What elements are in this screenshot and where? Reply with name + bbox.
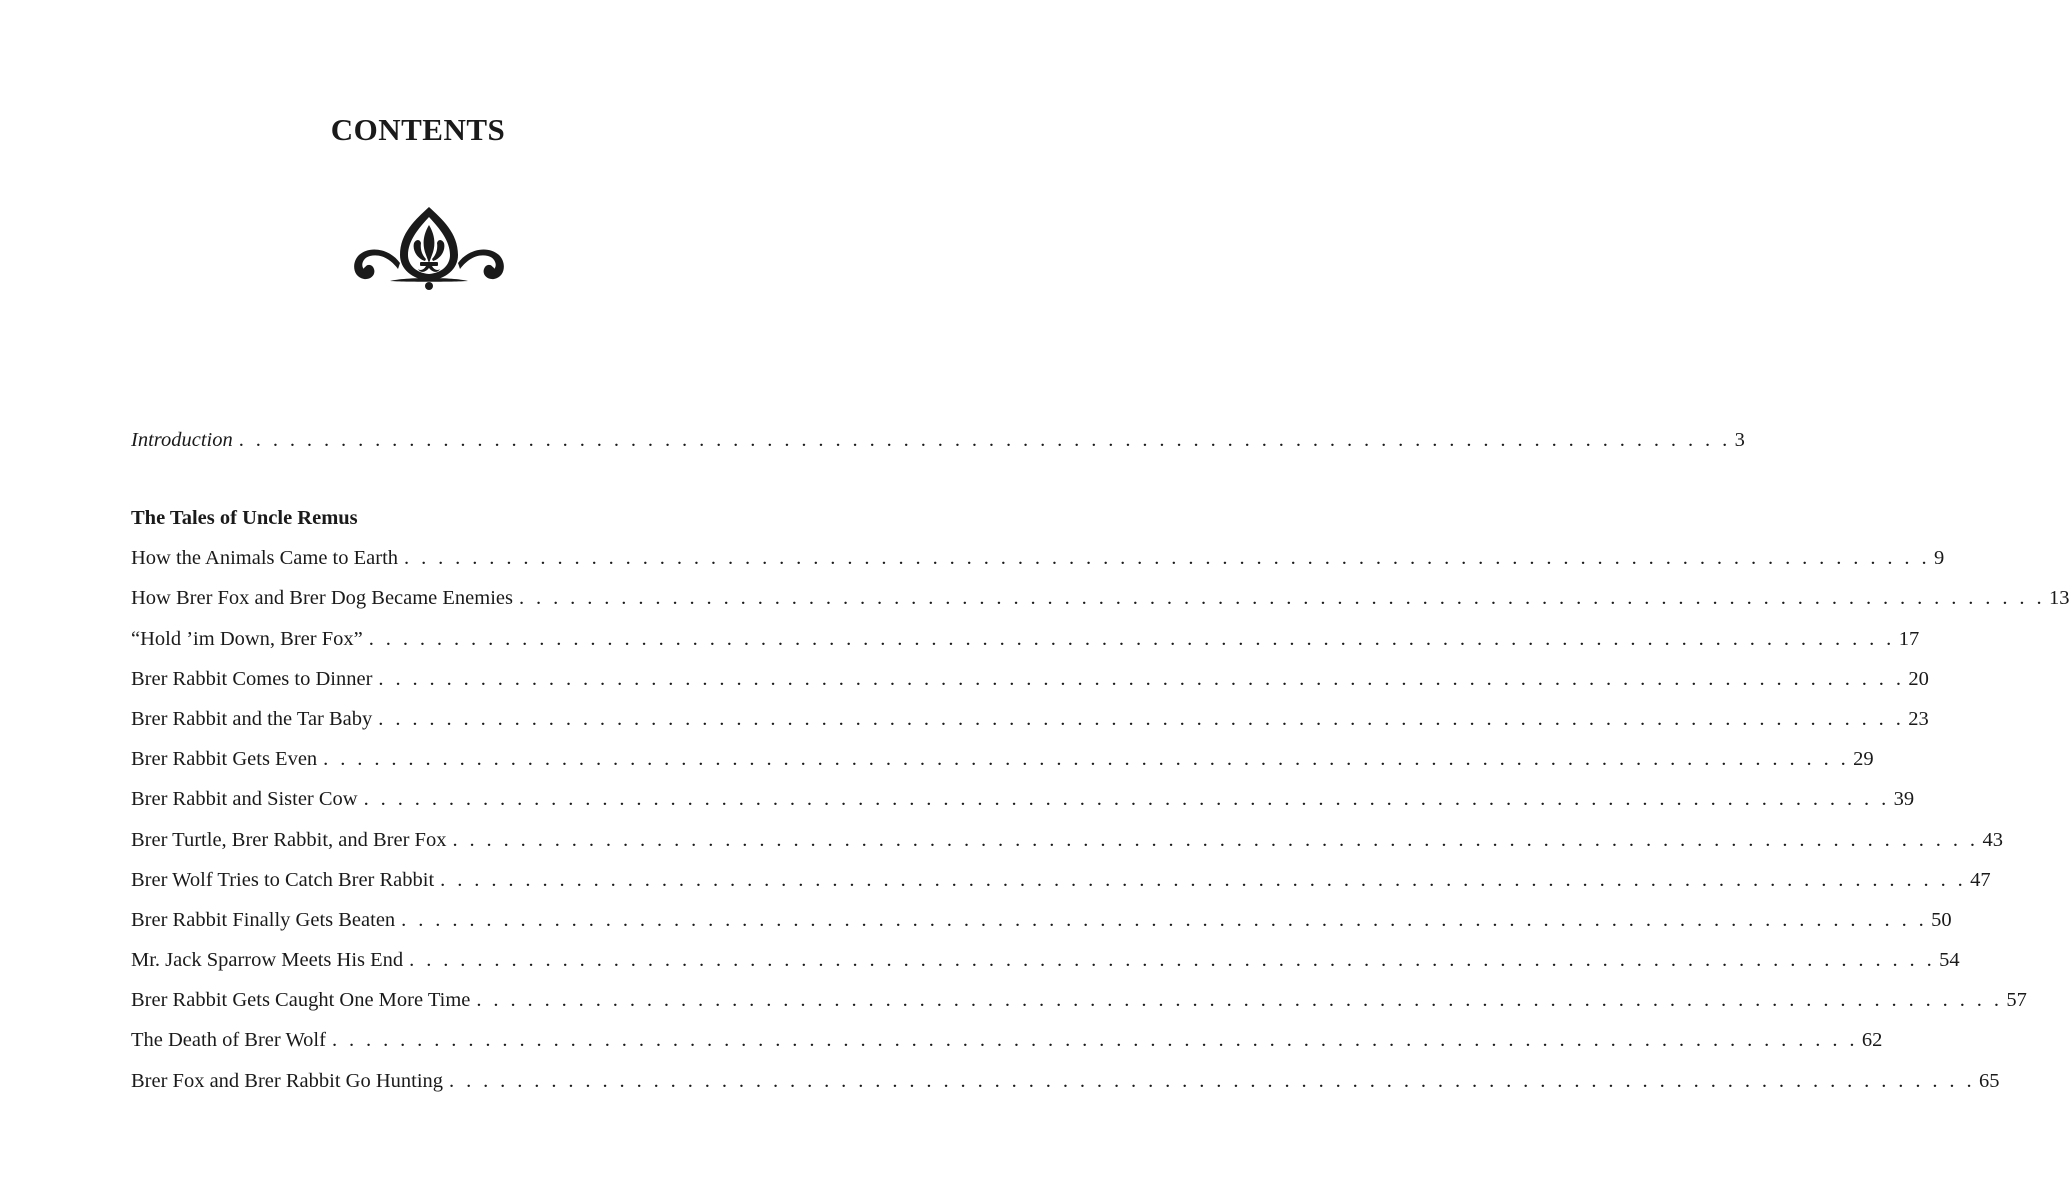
section-heading: The Tales of Uncle Remus: [131, 507, 358, 530]
entry-page-number: 54: [1939, 949, 1960, 972]
dot-leader: . . . . . . . . . . . . . . . . . . . . . . . . . . . . . . . . . . . . . . . . . . . . . . . . . . . . . . . . . . . . . . . . . . . . . . . . . . . . . . . . . . . . . . . . . .: [440, 868, 1967, 891]
dot-leader: . . . . . . . . . . . . . . . . . . . . . . . . . . . . . . . . . . . . . . . . . . . . . . . . . . . . . . . . . . . . . . . . . . . . . . . . . . . . . . . . . . . . . . . . . .: [404, 547, 1931, 570]
entry-page-number: 23: [1908, 707, 1929, 730]
toc-entry[interactable]: [131, 739, 1874, 779]
dot-leader: . . . . . . . . . . . . . . . . . . . . . . . . . . . . . . . . . . . . . . . . . . . . . . . . . . . . . . . . . . . . . . . . . . . . . . . . . . . . . . . . . . . . . . . . . .: [449, 1069, 1975, 1092]
toc-entry[interactable]: [131, 940, 1960, 980]
toc-entry[interactable]: [131, 1061, 2000, 1101]
toc-entry[interactable]: [131, 578, 2069, 618]
dot-leader: . . . . . . . . . . . . . . . . . . . . . . . . . . . . . . . . . . . . . . . . . . . . . . . . . . . . . . . . . . . . . . . . . . . . . . . . . . . . . . . . . . . . . . . . . .: [452, 828, 1979, 851]
toc-entry[interactable]: [131, 900, 1952, 940]
entry-label: “Hold ’im Down, Brer Fox”: [131, 627, 363, 650]
entry-page-number: 65: [1979, 1069, 2000, 1092]
entry-label: Brer Wolf Tries to Catch Brer Rabbit: [131, 868, 435, 891]
entry-label: Brer Fox and Brer Rabbit Go Hunting: [131, 1069, 444, 1092]
entry-label: Brer Rabbit and Sister Cow: [131, 788, 358, 811]
entry-page-number: 20: [1908, 667, 1929, 690]
entry-page-number: 50: [1931, 908, 1952, 931]
dot-leader: . . . . . . . . . . . . . . . . . . . . . . . . . . . . . . . . . . . . . . . . . . . . . . . . . . . . . . . . . . . . . . . . . . . . . . . . . . . . . . . . . . . . . . . . . .: [331, 1029, 1858, 1052]
entry-page-number: 39: [1893, 788, 1915, 811]
entry-page-number: 3: [1734, 429, 1745, 451]
dot-leader: . . . . . . . . . . . . . . . . . . . . . . . . . . . . . . . . . . . . . . . . . . . . . . . . . . . . . . . . . . . . . . . . . . . . . . . . . . . . . . . . . . . . . . . . . .: [401, 908, 1928, 931]
entry-label: Mr. Jack Sparrow Meets His End: [131, 949, 404, 972]
entry-label: The Death of Brer Wolf: [131, 1029, 326, 1052]
entry-page-number: 17: [1898, 627, 1920, 650]
entry-label: Introduction: [131, 429, 233, 451]
dot-leader: . . . . . . . . . . . . . . . . . . . . . . . . . . . . . . . . . . . . . . . . . . . . . . . . . . . . . . . . . . . . . . . . . . . . . . . . . . . . . . . . . . . . . . . . . .: [378, 667, 1905, 690]
dot-leader: . . . . . . . . . . . . . . . . . . . . . . . . . . . . . . . . . . . . . . . . . . . . . . . . . . . . . . . . . . . . . . . . . . . . . . . . . . . . . . . . . . . . . . . . . .: [378, 707, 1905, 730]
dot-leader: . . . . . . . . . . . . . . . . . . . . . . . . . . . . . . . . . . . . . . . . . . . . . . . . . . . . . . . . . . . . . . . . . . . . . . . . . . . . . . . . . . . . . . . . . .: [476, 989, 2003, 1012]
entry-page-number: 9: [1934, 547, 1945, 570]
table-of-contents: [131, 420, 2069, 1101]
dot-leader: . . . . . . . . . . . . . . . . . . . . . . . . . . . . . . . . . . . . . . . . . . . . . . . . . . . . . . . . . . . . . . . . . . . . . . . . . . . . . . . . . . . . . . . . . .: [363, 788, 1890, 811]
dot-leader: . . . . . . . . . . . . . . . . . . . . . . . . . . . . . . . . . . . . . . . . . . . . . . . . . . . . . . . . . . . . . . . . . . . . . . . . . . . . . . . . . . . . . . . . . .: [323, 748, 1850, 771]
dot-leader: . . . . . . . . . . . . . . . . . . . . . . . . . . . . . . . . . . . . . . . . . . . . . . . . . . . . . . . . . . . . . . . . . . . . . . . . . . . . . . . . . . . . . . . . . .: [519, 587, 2045, 610]
entry-label: How Brer Fox and Brer Dog Became Enemies: [131, 587, 513, 610]
entry-label: Brer Rabbit and the Tar Baby: [131, 707, 373, 730]
entry-page-number: 57: [2006, 989, 2027, 1012]
toc-entry[interactable]: [131, 619, 1920, 659]
entry-label: Brer Rabbit Comes to Dinner: [131, 667, 373, 690]
toc-entry[interactable]: [131, 980, 2027, 1020]
fleuron-ornament-icon: [350, 205, 508, 291]
toc-entry[interactable]: [131, 820, 2003, 860]
entry-label: How the Animals Came to Earth: [131, 547, 399, 570]
toc-entry[interactable]: [131, 659, 1929, 699]
dot-leader: . . . . . . . . . . . . . . . . . . . . . . . . . . . . . . . . . . . . . . . . . . . . . . . . . . . . . . . . . . . . . . . . . . . . . . . . . . . . . . . . . . . . . . . . . .: [368, 627, 1895, 650]
dot-leader: . . . . . . . . . . . . . . . . . . . . . . . . . . . . . . . . . . . . . . . . . . . . . . . . . . . . . . . . . . . . . . . . . . . . . . . . . . . . . . . . . . . . . . . .: [238, 429, 1731, 451]
entry-page-number: 43: [1982, 828, 2003, 851]
entry-label: Brer Rabbit Gets Caught One More Time: [131, 989, 471, 1012]
entry-page-number: 29: [1853, 748, 1874, 771]
toc-entry[interactable]: [131, 779, 1915, 819]
dot-leader: . . . . . . . . . . . . . . . . . . . . . . . . . . . . . . . . . . . . . . . . . . . . . . . . . . . . . . . . . . . . . . . . . . . . . . . . . . . . . . . . . . . . . . . . . .: [409, 949, 1936, 972]
toc-entry[interactable]: [131, 860, 1991, 900]
toc-entry[interactable]: [131, 538, 1945, 578]
entry-page-number: 62: [1861, 1029, 1883, 1052]
entry-page-number: 47: [1970, 868, 1991, 891]
entry-page-number: 13: [2048, 587, 2069, 610]
toc-entry[interactable]: [131, 1020, 1883, 1060]
toc-entry-list: [131, 538, 2069, 1101]
entry-label: Brer Turtle, Brer Rabbit, and Brer Fox: [131, 828, 447, 851]
entry-label: Brer Rabbit Gets Even: [131, 748, 318, 771]
page-title: CONTENTS: [330, 112, 506, 147]
entry-label: Brer Rabbit Finally Gets Beaten: [131, 908, 396, 931]
toc-entry[interactable]: [131, 699, 1929, 739]
toc-entry-introduction[interactable]: [131, 420, 1745, 460]
